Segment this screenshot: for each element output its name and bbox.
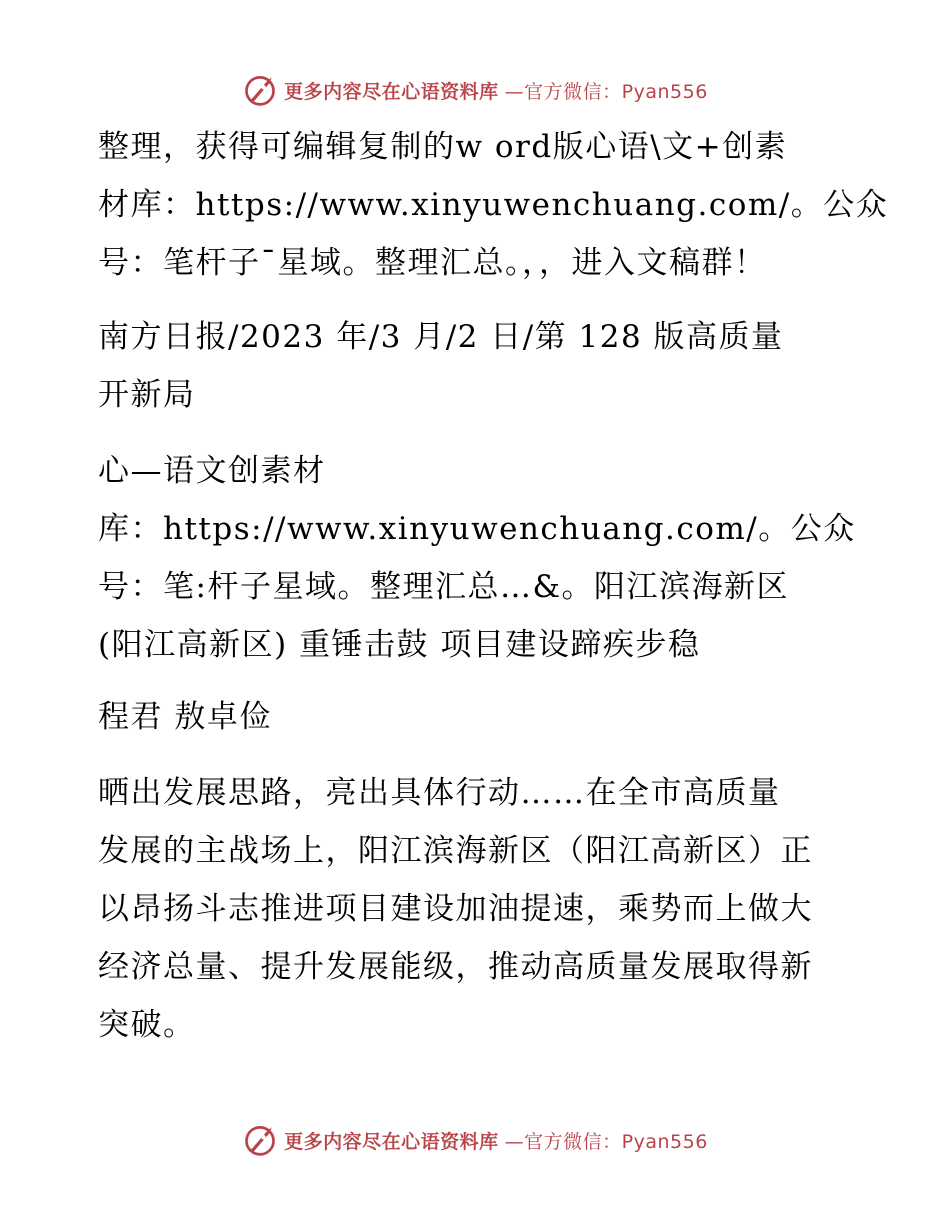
text-line: 开新局: [98, 377, 196, 413]
pen-nib-logo-icon: [242, 72, 278, 108]
text-line: 晒出发展思路，亮出具体行动……在全市高质量: [98, 775, 781, 811]
pen-nib-logo-icon: [242, 1122, 278, 1158]
intro-paragraph: [98, 118, 889, 292]
text-line: 整理，获得可编辑复制的w ord版心语\文+创素: [98, 129, 788, 165]
text-line: 库：https://www.xinyuwenchuang.com/。公众: [98, 511, 856, 547]
text-line: 经济总量、提升发展能级，推动高质量发展取得新: [98, 949, 813, 985]
header-banner: [0, 70, 950, 110]
text-line: (阳江高新区) 重锤击鼓 项目建设蹄疾步稳: [98, 627, 701, 663]
footer-banner-wechat: —官方微信：Pyan556: [504, 1130, 708, 1153]
byline-paragraph: [98, 688, 858, 746]
text-line: 材库：https://www.xinyuwenchuang.com/。公众: [98, 187, 889, 223]
text-line: 以昂扬斗志推进项目建设加油提速，乘势而上做大: [98, 891, 813, 927]
text-line: 发展的主战场上，阳江滨海新区（阳江高新区）正: [98, 833, 813, 869]
text-line: 程君 敖卓俭: [98, 699, 272, 735]
header-banner-wechat: —官方微信：Pyan556: [504, 80, 708, 103]
footer-banner: [0, 1120, 950, 1160]
text-line: 南方日报/2023 年/3 月/2 日/第 128 版高质量: [98, 319, 784, 355]
text-line: 突破。: [98, 1007, 196, 1043]
text-line: 号：笔:杆子星域。整理汇总…&。阳江滨海新区: [98, 569, 790, 605]
body-paragraph: [98, 764, 858, 1054]
footer-banner-text: 更多内容尽在心语资料库: [284, 1130, 499, 1153]
headline-paragraph: [98, 442, 858, 674]
header-banner-text: 更多内容尽在心语资料库: [284, 80, 499, 103]
text-line: 号：笔杆子¯星域。整理汇总。，，进入文稿群！: [98, 245, 767, 281]
text-line: 心—语文创素材: [98, 453, 326, 489]
source-line-paragraph: [98, 308, 858, 424]
